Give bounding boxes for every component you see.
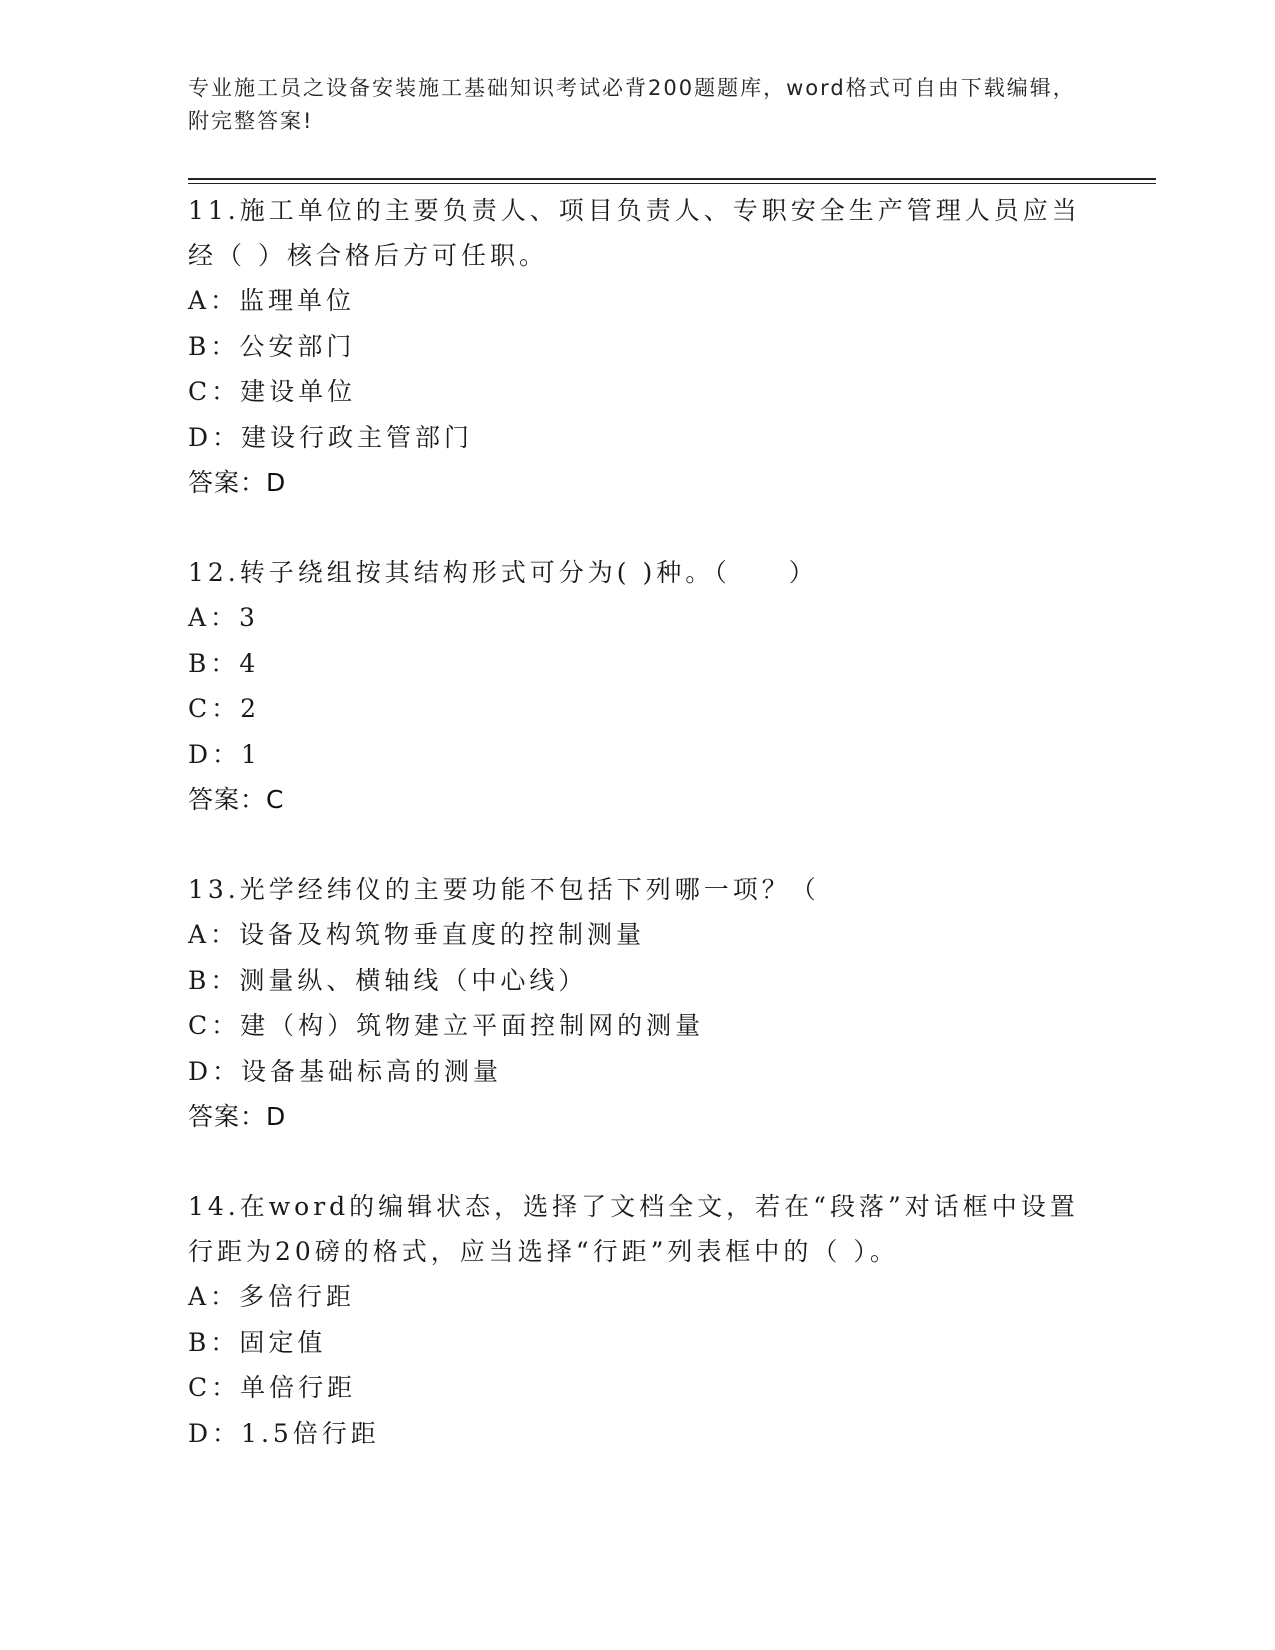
- option-d: D：1: [188, 739, 261, 769]
- answer: 答案：D: [188, 1102, 287, 1131]
- option-a: A：多倍行距: [188, 1282, 356, 1311]
- header-rule-thick: [188, 178, 1156, 180]
- option-c: C：建（构）筑物建立平面控制网的测量: [188, 1011, 705, 1040]
- question-stem: 13.光学经纬仪的主要功能不包括下列哪一项？（: [188, 875, 820, 904]
- option-b: B：4: [188, 648, 260, 678]
- answer: 答案：D: [188, 468, 287, 497]
- question-13: [188, 867, 1088, 1139]
- option-d: D：建设行政主管部门: [188, 422, 474, 452]
- option-c: C：单倍行距: [188, 1373, 357, 1402]
- document-header: 专业施工员之设备安装施工基础知识考试必背200题题库，word格式可自由下载编辑，附完整答案!: [188, 76, 1076, 133]
- question-stem: 11.施工单位的主要负责人、项目负责人、专职安全生产管理人员应当经（ ）核合格后方可任职。: [188, 196, 1081, 270]
- question-list: [188, 188, 1088, 1456]
- question-12: [188, 550, 1088, 822]
- option-c: C：建设单位: [188, 377, 357, 406]
- question-11: [188, 188, 1088, 505]
- option-d: D：设备基础标高的测量: [188, 1056, 503, 1086]
- option-c: C：2: [188, 694, 261, 723]
- question-14: [188, 1184, 1088, 1456]
- option-a: A：3: [188, 603, 259, 632]
- option-a: A：设备及构筑物垂直度的控制测量: [188, 920, 646, 949]
- option-a: A：监理单位: [188, 286, 356, 315]
- option-b: B：测量纵、横轴线（中心线）: [188, 965, 588, 995]
- question-stem: 12.转子绕组按其结构形式可分为( )种。（ ）: [188, 558, 818, 587]
- header-rule-thin: [188, 183, 1156, 184]
- option-b: B：固定值: [188, 1327, 327, 1357]
- answer: 答案：C: [188, 785, 285, 814]
- option-d: D：1.5倍行距: [188, 1418, 380, 1448]
- option-b: B：公安部门: [188, 331, 356, 361]
- question-stem: 14.在word的编辑状态，选择了文档全文，若在“段落”对话框中设置行距为20磅的格式，应当选择“行距”列表框中的（ ）。: [188, 1192, 1079, 1266]
